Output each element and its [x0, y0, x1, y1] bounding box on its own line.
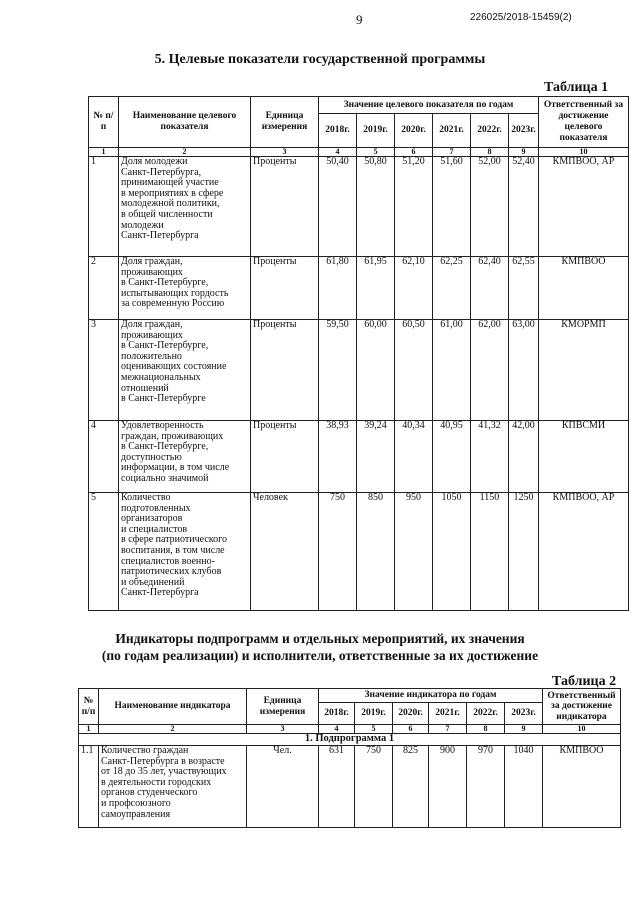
index-cell: 2: [99, 725, 247, 734]
indicator-name: Удовлетворенность граждан, проживающих в Санкт-Петербурге, доступностью информации, в том числе социально значимой: [119, 421, 251, 493]
value-2023: 63,00: [509, 320, 539, 421]
value-2021: 62,25: [433, 257, 471, 320]
col-header-year: 2019г.: [357, 114, 395, 148]
col-header-year: 2022г.: [471, 114, 509, 148]
value-2018: 750: [319, 493, 357, 611]
col-header-unit: Единица измерения: [251, 97, 319, 148]
index-cell: 8: [471, 148, 509, 157]
table-row: [89, 257, 629, 320]
col-header-year: 2018г.: [319, 114, 357, 148]
value-2018: 59,50: [319, 320, 357, 421]
subprogram-indicators-table: [78, 688, 621, 828]
indicator-name: Доля молодежи Санкт-Петербурга, принимающей участие в мероприятиях в сфере молодежной политики, в общей численности молодежи Санкт-Петербурга: [119, 157, 251, 257]
col-header-year: 2019г.: [355, 703, 393, 725]
col-header-year: 2020г.: [393, 703, 429, 725]
table-row: [89, 157, 629, 257]
unit: Проценты: [251, 421, 319, 493]
value-2019: 50,80: [357, 157, 395, 257]
value-2019: 850: [357, 493, 395, 611]
index-cell: 4: [319, 725, 355, 734]
index-cell: 9: [509, 148, 539, 157]
index-cell: 10: [539, 148, 629, 157]
col-header-year: 2022г.: [467, 703, 505, 725]
unit: Человек: [251, 493, 319, 611]
index-cell: 5: [357, 148, 395, 157]
row-number: 2: [89, 257, 119, 320]
value-2022: 970: [467, 746, 505, 828]
indicator-name: Доля граждан, проживающих в Санкт-Петербурге, положительно оценивающих состояние межнациональных отношений в Санкт-Петербурге: [119, 320, 251, 421]
index-cell: 1: [79, 725, 99, 734]
indicator-name: Количество граждан Санкт-Петербурга в возрасте от 18 до 35 лет, участвующих в деятельности городских органов студенческого и профсоюзного самоуправления: [99, 746, 247, 828]
responsible: КПВСМИ: [539, 421, 629, 493]
col-header-values-group: Значение индикатора по годам: [319, 689, 543, 703]
section-title: 5. Целевые показатели государственной программы: [154, 52, 486, 67]
table-row: [89, 320, 629, 421]
value-2018: 50,40: [319, 157, 357, 257]
table-row: [89, 421, 629, 493]
value-2020: 40,34: [395, 421, 433, 493]
value-2021: 40,95: [433, 421, 471, 493]
unit: Чел.: [247, 746, 319, 828]
index-cell: 7: [433, 148, 471, 157]
value-2023: 52,40: [509, 157, 539, 257]
col-header-year: 2021г.: [433, 114, 471, 148]
table-row: [89, 493, 629, 611]
col-header-name: Наименование индикатора: [99, 689, 247, 725]
value-2023: 62,55: [509, 257, 539, 320]
value-2022: 41,32: [471, 421, 509, 493]
col-header-num: № п/п: [89, 97, 119, 148]
row-number: 3: [89, 320, 119, 421]
value-2019: 750: [355, 746, 393, 828]
index-cell: 6: [393, 725, 429, 734]
value-2023: 1250: [509, 493, 539, 611]
col-header-unit: Единица измерения: [247, 689, 319, 725]
value-2018: 61,80: [319, 257, 357, 320]
value-2018: 631: [319, 746, 355, 828]
table-row: [79, 746, 621, 828]
section2-title: Индикаторы подпрограмм и отдельных мероприятий, их значения (по годам реализации) и исполнители, ответственные за их достижение: [101, 631, 539, 663]
value-2019: 61,95: [357, 257, 395, 320]
responsible: КМОРМП: [539, 320, 629, 421]
table2-caption: Таблица 2: [552, 674, 617, 689]
value-2021: 1050: [433, 493, 471, 611]
row-number: 1.1: [79, 746, 99, 828]
col-header-responsible: Ответственный за достижение целевого показателя: [539, 97, 629, 148]
col-header-year: 2023г.: [505, 703, 543, 725]
value-2023: 1040: [505, 746, 543, 828]
unit: Проценты: [251, 257, 319, 320]
index-cell: 7: [429, 725, 467, 734]
page-number: 9: [356, 12, 363, 27]
index-cell: 9: [505, 725, 543, 734]
indicator-name: Количество подготовленных организаторов и специалистов в сфере патриотического воспитания, в том числе специалистов военно- патриотических клубов и объединений Санкт-Петербурга: [119, 493, 251, 611]
value-2023: 42,00: [509, 421, 539, 493]
responsible: КМПВОО, АР: [539, 157, 629, 257]
index-cell: 10: [543, 725, 621, 734]
document-id: 226025/2018-15459(2): [470, 12, 572, 23]
index-cell: 5: [355, 725, 393, 734]
row-number: 1: [89, 157, 119, 257]
col-header-responsible: Ответственный за достижение индикатора: [543, 689, 621, 725]
table1-caption: Таблица 1: [544, 80, 609, 95]
responsible: КМПВОО: [539, 257, 629, 320]
value-2018: 38,93: [319, 421, 357, 493]
index-cell: 2: [119, 148, 251, 157]
value-2020: 60,50: [395, 320, 433, 421]
index-cell: 3: [247, 725, 319, 734]
value-2022: 52,00: [471, 157, 509, 257]
unit: Проценты: [251, 320, 319, 421]
indicator-name: Доля граждан, проживающих в Санкт-Петербурге, испытывающих гордость за современную Россию: [119, 257, 251, 320]
value-2021: 900: [429, 746, 467, 828]
index-cell: 6: [395, 148, 433, 157]
index-cell: 3: [251, 148, 319, 157]
value-2020: 950: [395, 493, 433, 611]
col-header-name: Наименование целевого показателя: [119, 97, 251, 148]
index-cell: 8: [467, 725, 505, 734]
value-2019: 39,24: [357, 421, 395, 493]
row-number: 4: [89, 421, 119, 493]
row-number: 5: [89, 493, 119, 611]
unit: Проценты: [251, 157, 319, 257]
col-header-year: 2023г.: [509, 114, 539, 148]
value-2021: 51,60: [433, 157, 471, 257]
value-2020: 62,10: [395, 257, 433, 320]
value-2022: 62,00: [471, 320, 509, 421]
value-2019: 60,00: [357, 320, 395, 421]
col-header-year: 2020г.: [395, 114, 433, 148]
value-2022: 1150: [471, 493, 509, 611]
subprogram-section-row: 1. Подпрограмма 1: [79, 734, 621, 746]
value-2020: 51,20: [395, 157, 433, 257]
responsible: КМПВОО: [543, 746, 621, 828]
col-header-year: 2018г.: [319, 703, 355, 725]
col-header-num: № п/п: [79, 689, 99, 725]
col-header-year: 2021г.: [429, 703, 467, 725]
responsible: КМПВОО, АР: [539, 493, 629, 611]
index-cell: 4: [319, 148, 357, 157]
col-header-values-group: Значение целевого показателя по годам: [319, 97, 539, 114]
value-2022: 62,40: [471, 257, 509, 320]
value-2021: 61,00: [433, 320, 471, 421]
target-indicators-table: [88, 96, 629, 611]
value-2020: 825: [393, 746, 429, 828]
index-cell: 1: [89, 148, 119, 157]
